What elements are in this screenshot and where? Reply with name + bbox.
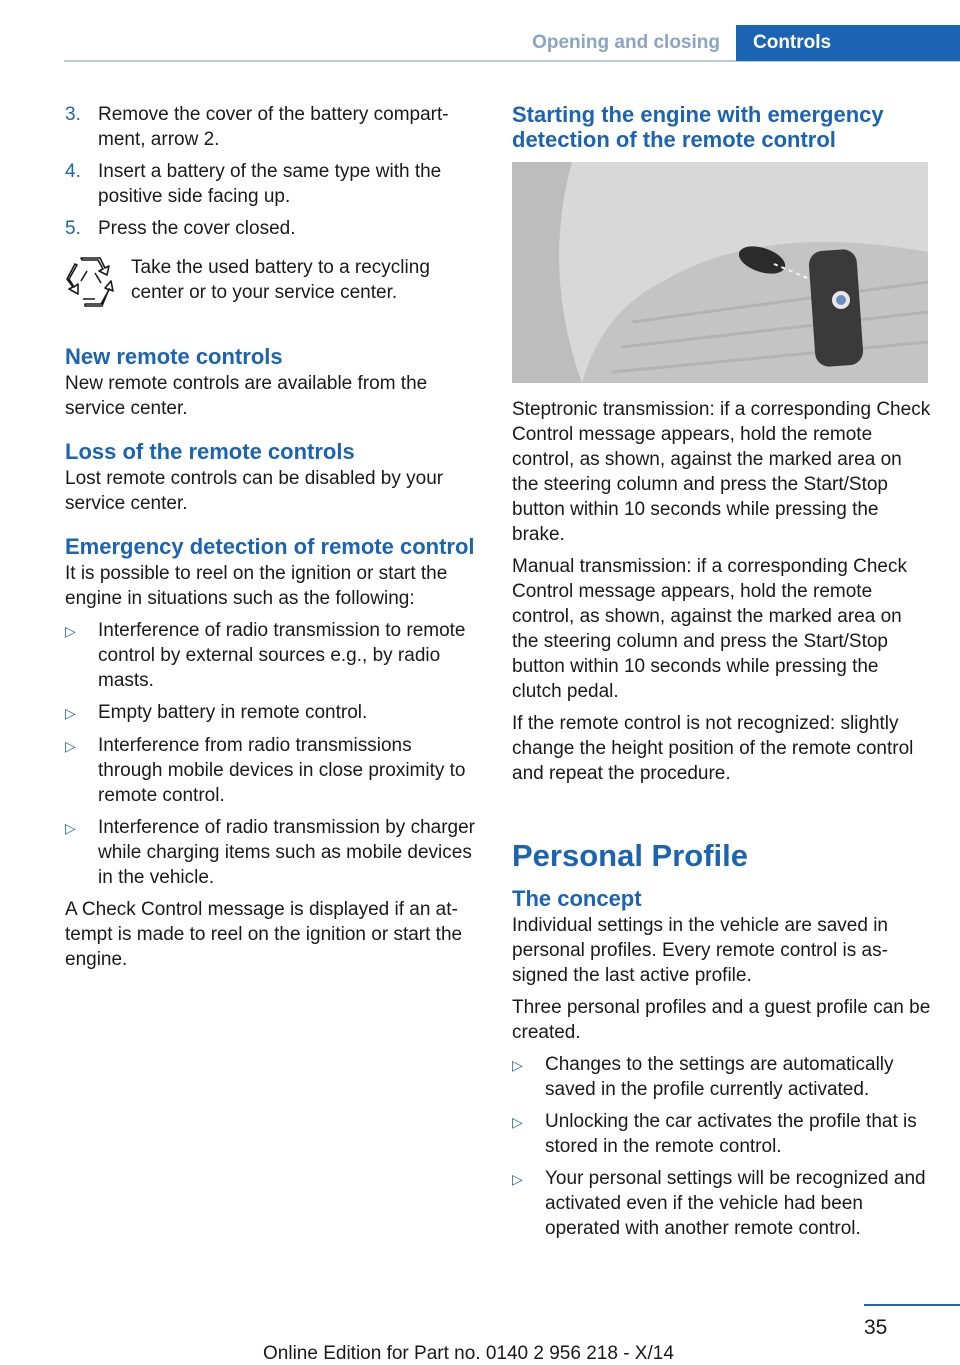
step-item: [65, 216, 475, 241]
closing-text: A Check Control message is displayed if an attempt is made to reel on the ignition or start the engine.: [65, 899, 463, 970]
step-number: 5.: [65, 218, 81, 239]
triangle-right-icon: ▷: [512, 1114, 523, 1130]
step-number: 3.: [65, 104, 81, 125]
list-item-text: Interference of radio transmission by charger while charging items such as mobile devices in the vehicle.: [98, 817, 476, 888]
list-item-text: Your personal settings will be recognized and activated even if the vehicle had been operated with another remote control.: [545, 1168, 926, 1239]
loss-remote-heading: Loss of the remote controls: [65, 439, 355, 464]
triangle-right-icon: ▷: [512, 1057, 523, 1073]
concept-text-1: Individual settings in the vehicle are saved in personal profiles. Every remote control is assigned the last active profile.: [512, 915, 889, 986]
list-item: [65, 815, 475, 890]
new-remote-text: New remote controls are available from the service center.: [65, 373, 428, 419]
emergency-heading: Emergency detection of remote control: [65, 534, 475, 559]
recycle-icon: [65, 255, 131, 314]
triangle-right-icon: ▷: [65, 820, 76, 836]
list-item: [512, 1166, 932, 1241]
right-column: [512, 102, 932, 1248]
header-section-tab[interactable]: Opening and closing: [532, 32, 720, 53]
list-item-text: Changes to the settings are automatically saved in the profile currently activated.: [545, 1054, 894, 1100]
personal-profile-heading: Personal Profile: [512, 838, 749, 873]
emergency-text: It is possible to reel on the ignition or start the engine in situations such as the following:: [65, 563, 448, 609]
new-remote-heading: New remote controls: [65, 344, 283, 369]
triangle-right-icon: ▷: [65, 705, 76, 721]
step-item: [65, 102, 475, 152]
list-item: [512, 1109, 932, 1159]
left-column: [65, 102, 475, 979]
list-item-text: Empty battery in remote control.: [98, 702, 368, 723]
step-number: 4.: [65, 161, 81, 182]
start-engine-heading: Starting the engine with emergency detection of the remote control: [512, 102, 884, 152]
step-text: Press the cover closed.: [98, 218, 296, 239]
header-chapter-tab[interactable]: Controls: [736, 25, 960, 61]
triangle-right-icon: ▷: [512, 1171, 523, 1187]
triangle-right-icon: ▷: [65, 623, 76, 639]
list-item: [65, 733, 475, 808]
list-item: [512, 1052, 932, 1102]
loss-remote-text: Lost remote controls can be disabled by your service center.: [65, 468, 444, 514]
page-number: 35: [864, 1316, 888, 1339]
concept-text-2: Three personal profiles and a guest profile can be created.: [512, 997, 931, 1043]
list-item: [65, 700, 475, 726]
list-item: [65, 618, 475, 693]
steptronic-text: Steptronic transmission: if a corresponding Check Control message appears, hold the remote control, as shown, against the marked area on the steering column and press the Start/Stop button within 10 seconds while pressing the brake.: [512, 399, 931, 545]
step-item: [65, 159, 475, 209]
remote-steering-column-photo: [512, 162, 928, 383]
manual-text: Manual transmission: if a corresponding Check Control message appears, hold the remote control, as shown, against the marked area on the steering column and press the Start/Stop button within 10 seconds while pressing the clutch pedal.: [512, 556, 907, 702]
concept-heading: The concept: [512, 886, 642, 911]
list-item-text: Unlocking the car activates the profile that is stored in the remote control.: [545, 1111, 917, 1157]
step-text: Remove the cover of the battery compartment, arrow 2.: [98, 104, 449, 150]
not-recognized-text: If the remote control is not recognized: slightly change the height position of the remote control and repeat the procedure.: [512, 713, 914, 784]
footer-edition: Online Edition for Part no. 0140 2 956 218 - X/14: [263, 1343, 674, 1364]
footer-rule: [864, 1304, 960, 1306]
list-item-text: Interference of radio transmission to remote control by external sources e.g., by radio masts.: [98, 620, 466, 691]
triangle-right-icon: ▷: [65, 738, 76, 754]
step-text: Insert a battery of the same type with the positive side facing up.: [98, 161, 442, 207]
recycling-note-text: Take the used battery to a recycling center or to your service center.: [131, 257, 430, 303]
recycling-note: [65, 255, 475, 314]
list-item-text: Interference from radio transmissions through mobile devices in close proximity to remote control.: [98, 735, 466, 806]
